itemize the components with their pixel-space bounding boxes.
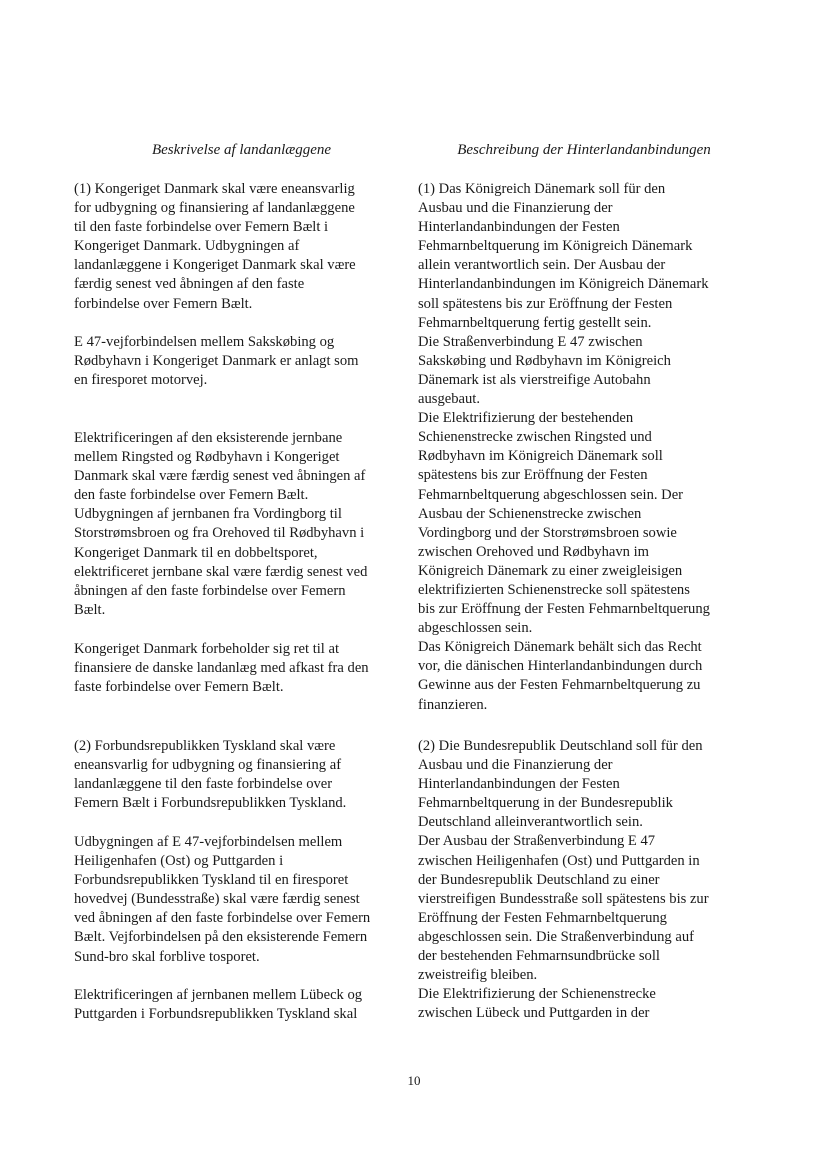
danish-heading: Beskrivelse af landanlæggene [151, 142, 332, 158]
german-heading: Beschreibung der Hinterlandanbindungen [457, 142, 711, 158]
danish-paragraph-2: E 47-vejforbindelsen mellem Sakskøbing og Rødbyhavn i Kongeriget Danmark er anlagt som en firesporet motorvej. [74, 334, 359, 389]
danish-paragraph-3: Elektrificeringen af den eksisterende jernbane mellem Ringsted og Rødbyhavn i Kongeriget Danmark skal være færdig senest ved åbningen af den faste forbindelse over Femern Bælt. Udbygningen af jernbanen fra Vordingborg til Storstrømsbroen og fra Orehoved til Rødbyhavn i Kongeriget Danmark til en dobbeltsporet, elektrificeret jernbane skal være færdig senest ved åbningen af den faste forbindelse over Femern Bælt. [74, 430, 368, 618]
page-number: 10 [407, 1073, 421, 1088]
danish-paragraph-7: Elektrificeringen af jernbanen mellem Lübeck og Puttgarden i Forbundsrepublikken Tyskland skal [74, 987, 363, 1023]
german-paragraph-1: (1) Das Königreich Dänemark soll für den Ausbau und die Finanzierung der Hinterlandanbindungen der Festen Fehmarnbeltquerung im Königreich Dänemark allein verantwortlich sein. Der Ausbau der Hinterlandanbindungen im Königreich Dänemark soll spätestens bis zur Eröffnung der Festen Fehmarnbeltquerung fertig gestellt sein. Die Straßenverbindung E 47 zwischen Sakskøbing und Rødbyhavn im Königreich Dänemark ist als vierstreifige Autobahn ausgebaut. Die Elektrifizierung der bestehenden Schienenstrecke zwischen Ringsted und Rødbyhavn im Königreich Dänemark soll spätestens bis zur Eröffnung der Festen Fehmarnbeltquerung abgeschlossen sein. Der Ausbau der Schienenstrecke zwischen Vordingborg und der Storstrømsbroen sowie zwischen Orehoved und Rødbyhavn im Königreich Dänemark zu einer zweigleisigen elektrifizierten Schienenstrecke soll spätestens bis zur Eröffnung der Festen Fehmarnbeltquerung abgeschlossen sein. Das Königreich Dänemark behält sich das Recht vor, die dänischen Hinterlandanbindungen durch Gewinne aus der Festen Fehmarnbeltquerung zu finanzieren. [418, 181, 710, 713]
danish-paragraph-1: (1) Kongeriget Danmark skal være eneansvarlig for udbygning og finansiering af landanlæggene til den faste forbindelse over Femern Bælt i Kongeriget Danmark. Udbygningen af landanlæggene i Kongeriget Danmark skal være færdig senest ved åbningen af den faste forbindelse over Femern Bælt. [74, 181, 356, 312]
danish-paragraph-6: Udbygningen af E 47-vejforbindelsen mellem Heiligenhafen (Ost) og Puttgarden i Forbundsrepublikken Tyskland til en firesporet hovedvej (Bundesstraße) skal være færdig senest ved åbningen af den faste forbindelse over Femern Bælt. Vejforbindelsen på den eksisterende Femern Sund-bro skal forblive tosporet. [74, 834, 371, 965]
german-paragraph-2: (2) Die Bundesrepublik Deutschland soll für den Ausbau und die Finanzierung der Hinterlandanbindungen der Festen Fehmarnbeltquerung in der Bundesrepublik Deutschland alleinverantwortlich sein. Der Ausbau der Straßenverbindung E 47 zwischen Heiligenhafen (Ost) und Puttgarden in der Bundesrepublik Deutschland zu einer vierstreifigen Bundesstraße soll spätestens bis zur Eröffnung der Festen Fehmarnbeltquerung abgeschlossen sein. Die Straßenverbindung auf der bestehenden Fehmarnsundbrücke soll zweistreifig bleiben. Die Elektrifizierung der Schienenstrecke zwischen Lübeck und Puttgarden in der [418, 738, 709, 1022]
danish-paragraph-5: (2) Forbundsrepublikken Tyskland skal være eneansvarlig for udbygning og finansiering af landanlæggene til den faste forbindelse over Femern Bælt i Forbundsrepublikken Tyskland. [74, 738, 347, 812]
danish-paragraph-4: Kongeriget Danmark forbeholder sig ret til at finansiere de danske landanlæg med afkast fra den faste forbindelse over Femern Bælt. [74, 641, 369, 696]
